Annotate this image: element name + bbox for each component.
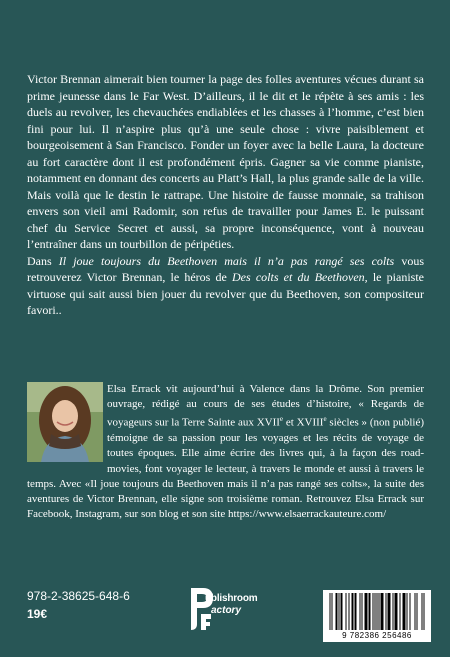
synopsis-mid: vous retrouverez Victor Brennan, le héros de [27, 253, 425, 284]
publisher-name-line2: actory [211, 605, 242, 616]
barcode-bar [407, 593, 408, 630]
synopsis [27, 71, 424, 319]
barcode-bar [377, 593, 378, 630]
barcode-bar [336, 593, 337, 630]
barcode-bar [395, 593, 396, 630]
barcode-bar [403, 593, 404, 630]
barcode-bar [370, 593, 371, 630]
book-title: Il joue toujours du Beethoven mais il n’a pas rangé ses colts [58, 253, 395, 268]
barcode-bar [330, 593, 331, 630]
barcode-bar [373, 593, 374, 630]
barcode-digits: 9 782386 256486 [342, 631, 412, 640]
barcode-bar [404, 593, 405, 630]
barcode-bar [355, 593, 356, 630]
bio-text-2: et XVIII [283, 417, 324, 430]
barcode-bar [393, 593, 394, 630]
publisher-logo [185, 584, 265, 634]
barcode-bar [381, 593, 382, 630]
barcode-bar [382, 593, 383, 630]
synopsis-end: le pianiste virtuose qui sait aussi bien jouer du revolver que du Beethoven, son compositeur favori.. [27, 270, 424, 317]
synopsis-intro: Dans [27, 253, 52, 268]
synopsis-paragraph-1: Victor Brennan aimerait bien tourner la page des folles aventures vécues durant sa prime jeunesse dans le Far West. D’ailleurs, il le dit et le répète à ses amis : les duels au revolver, les chevauchées endiablées et les chasses à l’homme, c’est bien fini pour lui. Il n’aspire plus qu’à une seule chose : vivre paisiblement et bourgeoisement à San Francisco. Fonder un foyer avec la belle Laura, la docteure au fort caractère dont il est profondément épris. Gagner sa vie comme pianiste, notamment en donnant des concerts au Platt’s Hall, la plus grande salle de la ville. Mais voilà que le destin le rattrape. Une histoire de fausse monnaie, sa trahison envers son vieil ami Radomir, son refus de travailler pour James E. le puissant chef du Service Secret et aussi, sa propre inconséquence, vont à nouveau l’entraîner dans un tourbillon de péripéties. [27, 72, 424, 251]
synopsis-paragraph-2 [27, 253, 424, 319]
bio-text-3: siècles » (non publié) témoigne de sa passion pour les voyages et les récits de voyage de toutes époques. Elle aime écrire des livres qui, à la façon des road-movies, font voyager le lecteur, à travers le monde et aussi à travers le temps. Avec «Il joue toujours du Beethoven mais il n’a pas rangé ses colts», la suite des aventures de Victor Brennan, elle signe son troisième roman. Retrouvez Elsa Errack sur Facebook, Instagram, sur son blog et son site https://www.elsaerrackauteure.com/ [27, 417, 424, 521]
barcode-bar [397, 593, 398, 630]
barcode-bar [388, 593, 389, 630]
barcode-bar [346, 593, 347, 630]
barcode-bar [417, 593, 418, 630]
barcode [323, 590, 431, 642]
barcode-bar [369, 593, 370, 630]
barcode-bar [337, 593, 338, 630]
previous-book-title: Des colts et du Beethoven, [232, 270, 368, 284]
barcode-bar [396, 593, 397, 630]
barcode-bar [379, 593, 380, 630]
barcode-bar [365, 593, 366, 630]
barcode-bar [353, 593, 354, 630]
barcode-bar [349, 593, 350, 630]
bio-sup-2: e [323, 415, 327, 424]
author-portrait-image [27, 382, 103, 462]
barcode-bar [424, 593, 425, 630]
barcode-bar [415, 593, 416, 630]
barcode-bar [341, 593, 342, 630]
barcode-bar [362, 593, 363, 630]
barcode-bar [386, 593, 387, 630]
isbn: 978-2-38625-648-6 [27, 589, 130, 603]
barcode-bar [405, 593, 406, 630]
barcode-bar [342, 593, 343, 630]
barcode-bar [366, 593, 367, 630]
barcode-bar [383, 593, 384, 630]
price: 19€ [27, 607, 48, 621]
bio-sup-1: e [279, 415, 284, 424]
barcode-bar [389, 593, 390, 630]
author-photo [27, 382, 103, 462]
barcode-bar [356, 593, 357, 630]
barcode-bar [360, 593, 361, 630]
barcode-bar [375, 593, 376, 630]
barcode-bar [400, 593, 401, 630]
bio-text-1: Elsa Errack vit aujourd’hui à Valence dans la Drôme. Son premier ouvrage, rédigé au cours de ses études d’histoire, « Regards de voyageurs sur la Terre Sainte aux XVII [107, 383, 424, 430]
barcode-bar [339, 593, 340, 630]
barcode-bar [422, 593, 423, 630]
barcode-bar [367, 593, 368, 630]
barcode-bar [352, 593, 353, 630]
barcode-bar [332, 593, 333, 630]
barcode-bar [410, 593, 411, 630]
barcode-bar [390, 593, 391, 630]
publisher-name-line1: ublishroom [205, 593, 258, 604]
